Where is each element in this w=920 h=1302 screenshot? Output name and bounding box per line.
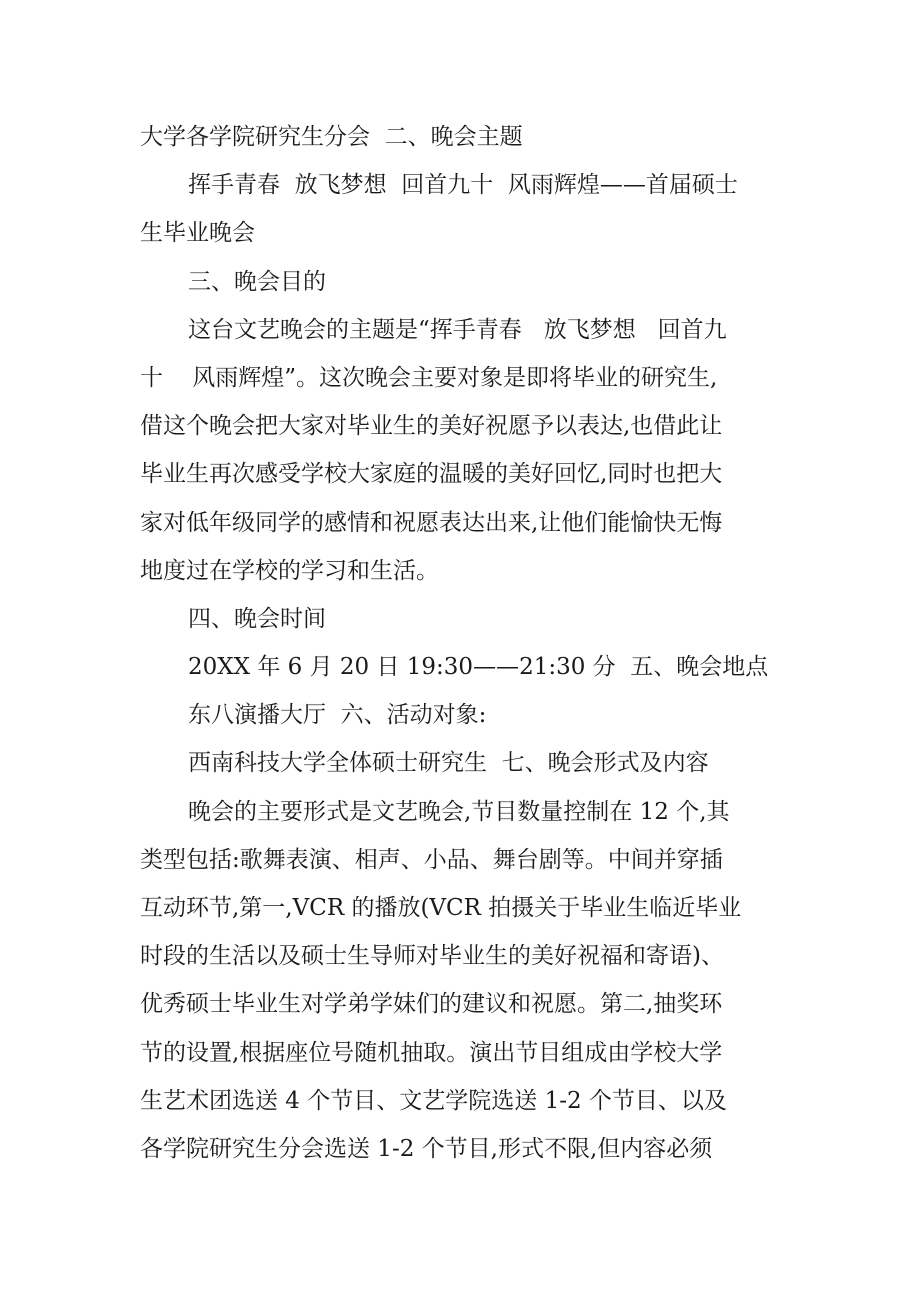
text-line: 挥手青春 放飞梦想 回首九十 风雨辉煌——首届硕士 [188, 172, 738, 199]
text-line: 地度过在学校的学习和生活。 [140, 557, 439, 584]
text-line: 20XX 年 6 月 20 日 19:30——21:30 分 五、晚会地点 [188, 654, 769, 681]
text-line: 类型包括:歌舞表演、相声、小品、舞台剧等。中间并穿插 [140, 846, 723, 873]
text-line: 西南科技大学全体硕士研究生 七、晚会形式及内容 [188, 750, 709, 777]
text-line: 节的设置,根据座位号随机抽取。演出节目组成由学校大学 [140, 1039, 723, 1066]
text-line: 晚会的主要形式是文艺晚会,节目数量控制在 12 个,其 [188, 798, 730, 825]
section-heading: 三、晚会目的 [188, 268, 326, 295]
text-line: 家对低年级同学的感情和祝愿表达出来,让他们能愉快无悔 [140, 509, 723, 536]
text-line: 生毕业晚会 [140, 220, 255, 247]
text-line: 这台文艺晚会的主题是“挥手青春 放飞梦想 回首九 [188, 316, 727, 343]
text-line: 时段的生活以及硕士生导师对毕业生的美好祝福和寄语)、 [140, 943, 724, 970]
document-body [140, 113, 780, 1173]
text-line: 优秀硕士毕业生对学弟学妹们的建议和祝愿。第二,抽奖环 [140, 991, 723, 1018]
text-line: 毕业生再次感受学校大家庭的温暖的美好回忆,同时也把大 [140, 461, 723, 488]
text-line: 借这个晚会把大家对毕业生的美好祝愿予以表达,也借此让 [140, 413, 723, 440]
text-line: 大学各学院研究生分会 二、晚会主题 [140, 124, 523, 150]
text-line: 十 风雨辉煌”。这次晚会主要对象是即将毕业的研究生, [140, 364, 718, 391]
text-line: 互动环节,第一,VCR 的播放(VCR 拍摄关于毕业生临近毕业 [140, 895, 742, 921]
text-line: 各学院研究生分会选送 1-2 个节目,形式不限,但内容必须 [140, 1135, 713, 1162]
text-line: 东八演播大厅 六、活动对象: [188, 702, 487, 729]
text-line: 生艺术团选送 4 个节目、文艺学院选送 1-2 个节目、以及 [140, 1087, 727, 1114]
section-heading: 四、晚会时间 [188, 605, 326, 632]
